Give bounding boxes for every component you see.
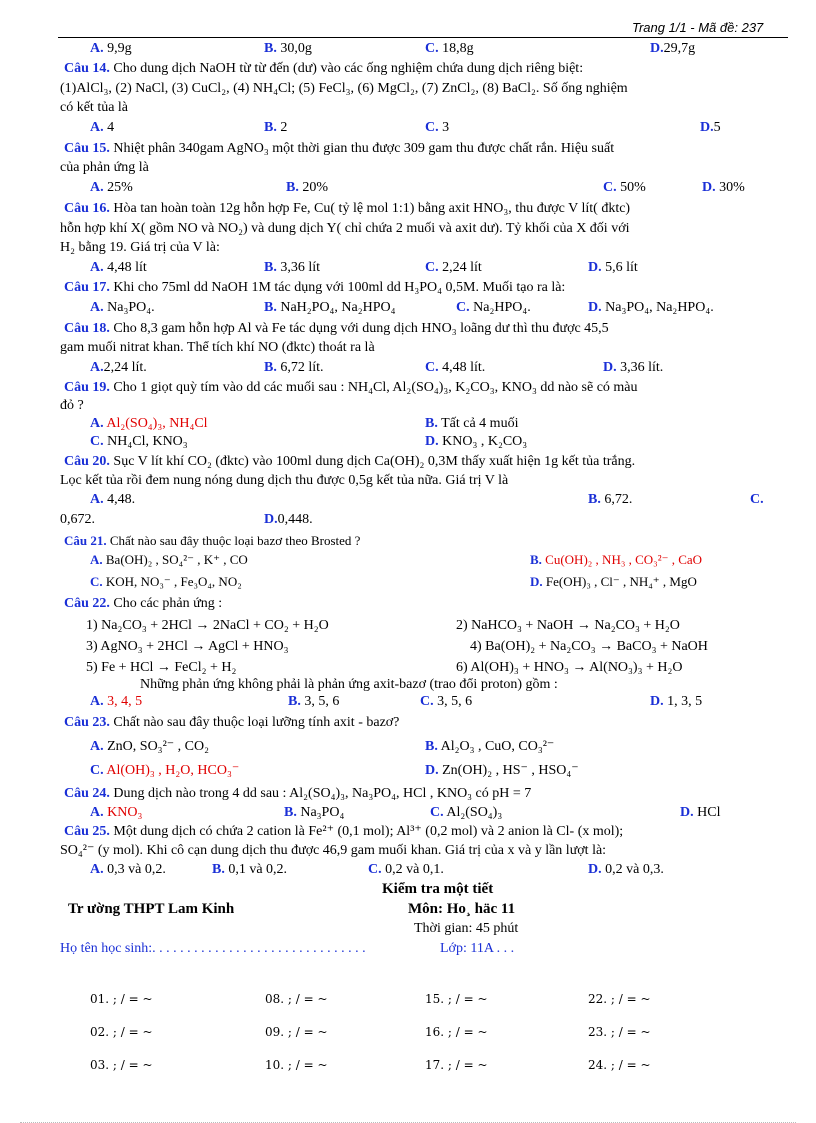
q22-option-b: B. 3, 5, 6 [288, 694, 340, 709]
q25-option-a: A. 0,3 và 0,2. [90, 862, 166, 877]
q13-option-a: A. 9,9g [90, 41, 132, 56]
q24-option-a: A. KNO₃ [90, 805, 143, 820]
answer-09[interactable]: 09. ; / = ~ [265, 1025, 328, 1039]
q19-option-a: A. Al₂(SO₄)₃, NH₄Cl [90, 416, 208, 431]
answer-16[interactable]: 16. ; / = ~ [425, 1025, 488, 1039]
q22-option-c: C. 3, 5, 6 [420, 694, 473, 709]
q22-reaction-3: 3) AgNO₃ + 2HCl → AgCl + HNO₃ [86, 639, 289, 654]
q13-option-b: B. 30,0g [264, 41, 312, 56]
q13-option-c: C. 18,8g [425, 41, 474, 56]
q14-line-1: Câu 14. Cho dung dịch NaOH từ từ đến (dư) vào các ống nghiệm chứa dung dịch riêng biệt: [64, 61, 584, 76]
q22-reaction-4: 4) Ba(OH)₂ + Na₂CO₃ → BaCO₃ + NaOH [470, 639, 708, 654]
q23-line-1: Câu 23. Chất nào sau đây thuộc loại lưỡng tính axit - bazơ? [64, 715, 400, 730]
q25-option-d: D. 0,2 và 0,3. [588, 862, 664, 877]
school-name: Tr ường THPT Lam Kinh [68, 901, 235, 917]
header-rule [58, 37, 788, 38]
q21-option-a: A. Ba(OH)₂ , SO₄²⁻ , K⁺ , CO [90, 552, 248, 567]
q16-option-b: B. 3,36 lít [264, 260, 321, 275]
q20-option-a: A. 4,48. [90, 492, 136, 507]
q24-option-b: B. Na₃PO₄ [284, 805, 345, 820]
q15-option-a: A. 25% [90, 180, 133, 195]
q23-option-c: C. Al(OH)₃ , H₂O, HCO₃⁻ [90, 763, 240, 778]
q16-line-1: Câu 16. Hòa tan hoàn toàn 12g hỗn hợp Fe, Cu( tỷ lệ mol 1:1) bằng axit HNO₃, thu được V lít( đktc) [64, 201, 631, 216]
class-field[interactable]: Lớp: 11A . . . [440, 941, 515, 956]
answer-22[interactable]: 22. ; / = ~ [588, 992, 651, 1006]
q14-option-d: D.5 [700, 120, 721, 135]
q24-line-1: Câu 24. Dung dịch nào trong 4 dd sau : Al₂(SO₄)₃, Na₃PO₄, HCl , KNO₃ có pH = 7 [64, 786, 532, 801]
q20-option-d: D.0,448. [264, 512, 313, 527]
q23-option-b: B. Al₂O₃ , CuO, CO₃²⁻ [425, 739, 555, 754]
q18-line-1: Câu 18. Cho 8,3 gam hỗn hợp Al và Fe tác dụng với dung dịch HNO₃ loãng dư thì thu được 45,5 [64, 321, 609, 336]
q20-line-1: Câu 20. Sục V lít khí CO₂ (đktc) vào 100ml dung dịch Ca(OH)₂ 0,3M thấy xuất hiện 1g kết tủa trắng. [64, 454, 636, 469]
q20-line-2: Lọc kết tủa rồi đem nung nóng dung dịch thu được 0,5g kết tủa nữa. Giá trị V là [60, 473, 509, 488]
q22-option-a: A. 3, 4, 5 [90, 694, 143, 709]
q22-reaction-5: 5) Fe + HCl → FeCl₂ + H₂ [86, 660, 237, 675]
q17-line-1: Câu 17. Khi cho 75ml dd NaOH 1M tác dụng với 100ml dd H₃PO₄ 0,5M. Muối tạo ra là: [64, 280, 566, 295]
q21-option-d: D. Fe(OH)₃ , Cl⁻ , NH₄⁺ , MgO [530, 574, 697, 589]
q16-line-3: H₂ bằng 19. Giá trị của V là: [60, 240, 220, 255]
q22-reaction-1: 1) Na₂CO₃ + 2HCl → 2NaCl + CO₂ + H₂O [86, 618, 329, 633]
q22-line-2: Những phản ứng không phải là phản ứng axit-bazơ (trao đổi proton) gồm : [140, 677, 558, 692]
q14-option-c: C. 3 [425, 120, 450, 135]
answer-15[interactable]: 15. ; / = ~ [425, 992, 488, 1006]
q20-option-c-label: C. [750, 492, 764, 507]
q18-line-2: gam muối nitrat khan. Thể tích khí NO (đktc) thoát ra là [60, 340, 375, 355]
q14-line-2: (1)AlCl₃, (2) NaCl, (3) CuCl₂, (4) NH₄Cl; (5) FeCl₃, (6) MgCl₂, (7) ZnCl₂, (8) BaCl₂. Số ống nghiệm [60, 81, 628, 96]
q19-option-b: B. Tất cả 4 muối [425, 416, 519, 431]
q19-line-2: đỏ ? [60, 398, 84, 413]
q19-option-d: D. KNO₃ , K₂CO₃ [425, 434, 528, 449]
q16-option-c: C. 2,24 lít [425, 260, 482, 275]
q16-line-2: hỗn hợp khí X( gồm NO và NO₂) và dung dịch Y( chỉ chứa 2 muối và axit dư). Tỷ khối của X đối với [60, 221, 630, 236]
answer-24[interactable]: 24. ; / = ~ [588, 1058, 651, 1072]
q16-option-a: A. 4,48 lít [90, 260, 147, 275]
q18-option-a: A.2,24 lít. [90, 360, 147, 375]
q17-option-d: D. Na₃PO₄, Na₂HPO₄. [588, 300, 714, 315]
q24-option-d: D. HCl [680, 805, 721, 820]
q14-line-3: có kết tủa là [60, 100, 129, 115]
q22-line-1: Câu 22. Cho các phản ứng : [64, 596, 223, 611]
q25-option-c: C. 0,2 và 0,1. [368, 862, 444, 877]
q15-option-d: D. 30% [702, 180, 745, 195]
q15-line-2: của phản ứng là [60, 160, 149, 175]
q22-option-d: D. 1, 3, 5 [650, 694, 703, 709]
q17-option-c: C. Na₂HPO₄. [456, 300, 531, 315]
q21-option-b: B. Cu(OH)₂ , NH₃ , CO₃²⁻ , CaO [530, 552, 703, 567]
q18-option-b: B. 6,72 lít. [264, 360, 324, 375]
subject: Môn: Ho¸ häc 11 [408, 901, 516, 917]
q25-line-2: SO₄²⁻ (y mol). Khi cô cạn dung dịch thu được 46,9 gam muối khan. Giá trị của x và y lần lượt là: [60, 843, 607, 858]
q25-option-b: B. 0,1 và 0,2. [212, 862, 288, 877]
q22-reaction-6: 6) Al(OH)₃ + HNO₃ → Al(NO₃)₃ + H₂O [456, 660, 683, 675]
answer-01[interactable]: 01. ; / = ~ [90, 992, 153, 1006]
q21-line-1: Câu 21. Chất nào sau đây thuộc loại bazơ theo Brosted ? [64, 533, 361, 548]
q24-option-c: C. Al₂(SO₄)₃ [430, 805, 503, 820]
q14-option-a: A. 4 [90, 120, 115, 135]
q20-option-b: B. 6,72. [588, 492, 633, 507]
q15-option-b: B. 20% [286, 180, 329, 195]
q15-option-c: C. 50% [603, 180, 646, 195]
answer-10[interactable]: 10. ; / = ~ [265, 1058, 328, 1072]
q18-option-c: C. 4,48 lít. [425, 360, 486, 375]
q23-option-d: D. Zn(OH)₂ , HS⁻ , HSO₄⁻ [425, 763, 579, 778]
q17-option-b: B. NaH₂PO₄, Na₂HPO₄ [264, 300, 396, 315]
q25-line-1: Câu 25. Một dung dịch có chứa 2 cation là Fe²⁺ (0,1 mol); Al³⁺ (0,2 mol) và 2 anion là Cl- (x mol); [64, 824, 624, 839]
q22-reaction-2: 2) NaHCO₃ + NaOH → Na₂CO₃ + H₂O [456, 618, 680, 633]
answer-17[interactable]: 17. ; / = ~ [425, 1058, 488, 1072]
page-header: Trang 1/1 - Mã đề: 237 [632, 20, 764, 35]
q15-line-1: Câu 15. Nhiệt phân 340gam AgNO₃ một thời gian thu được 309 gam thu được chất rắn. Hiệu suất [64, 141, 615, 156]
exam-title: Kiểm tra một tiết [382, 881, 494, 897]
answer-02[interactable]: 02. ; / = ~ [90, 1025, 153, 1039]
q19-line-1: Câu 19. Cho 1 giọt quỳ tím vào dd các muối sau : NH₄Cl, Al₂(SO₄)₃, K₂CO₃, KNO₃ dd nào sẽ có màu [64, 380, 638, 395]
answer-08[interactable]: 08. ; / = ~ [265, 992, 328, 1006]
time-limit: Thời gian: 45 phút [414, 921, 519, 936]
q21-option-c: C. KOH, NO₃⁻ , Fe₃O₄, NO₂ [90, 574, 242, 589]
answer-23[interactable]: 23. ; / = ~ [588, 1025, 651, 1039]
student-name-field[interactable]: Họ tên học sinh:. . . . . . . . . . . . . . . . . . . . . . . . . . . . . . . [60, 941, 366, 956]
answer-03[interactable]: 03. ; / = ~ [90, 1058, 153, 1072]
q18-option-d: D. 3,36 lít. [603, 360, 664, 375]
q14-option-b: B. 2 [264, 120, 288, 135]
q19-option-c: C. NH₄Cl, KNO₃ [90, 434, 188, 449]
q17-option-a: A. Na₃PO₄. [90, 300, 155, 315]
q23-option-a: A. ZnO, SO₃²⁻ , CO₂ [90, 739, 209, 754]
q13-option-d: D.29,7g [650, 41, 696, 56]
q16-option-d: D. 5,6 lít [588, 260, 638, 275]
q20-option-c-text: 0,672. [60, 512, 95, 527]
